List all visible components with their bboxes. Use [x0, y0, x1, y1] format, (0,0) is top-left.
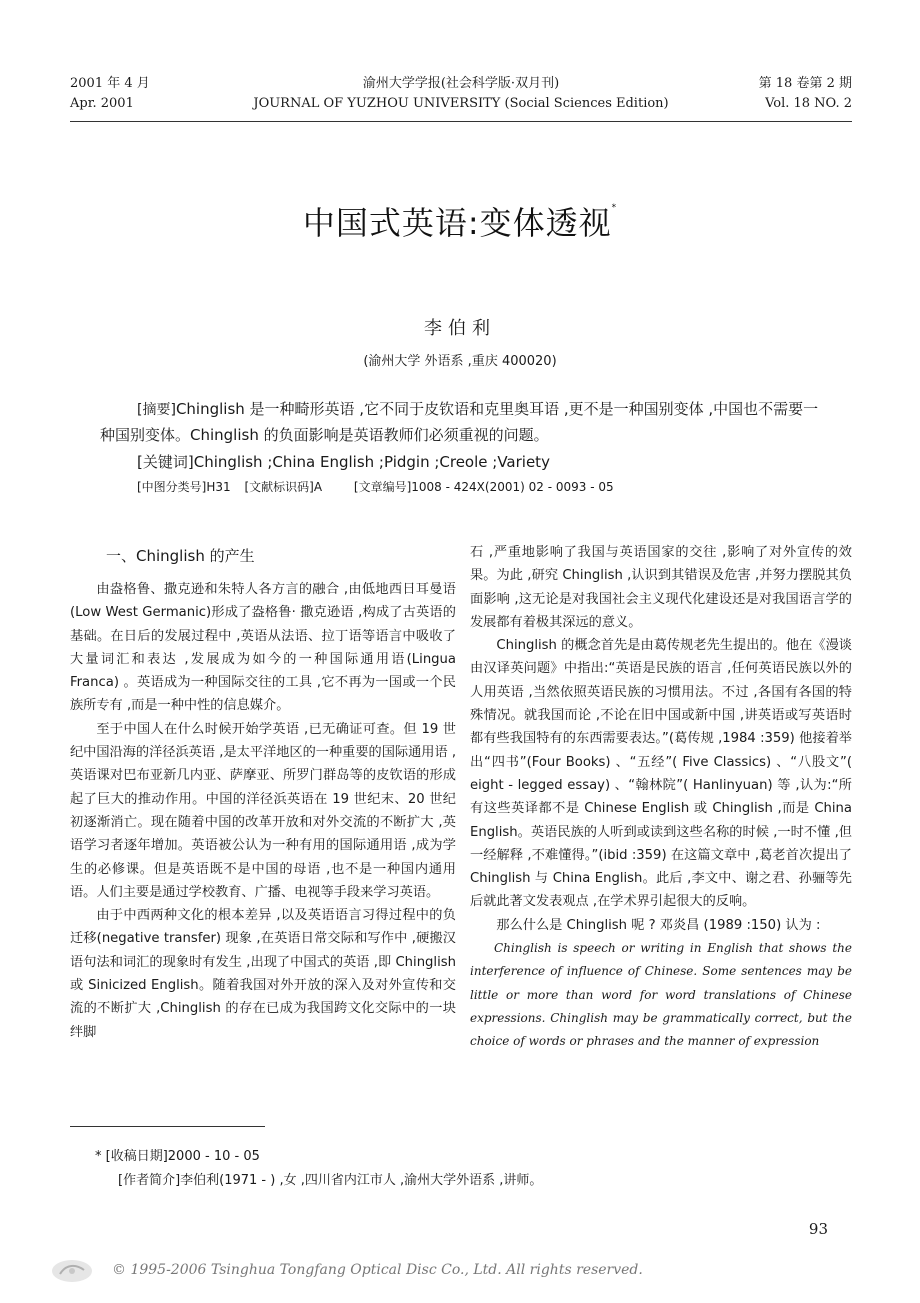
document-code: [文献标识码]A: [244, 480, 323, 494]
header-volume-en: Vol. 18 NO. 2: [765, 96, 852, 111]
left-column: [70, 578, 456, 1044]
abstract-text: Chinglish 是一种畸形英语 ,它不同于皮钦语和克里奥耳语 ,更不是一种国别变体 ,中国也不需要一种国别变体。Chinglish 的负面影响是英语教师们必须重视的问题。: [100, 400, 819, 444]
footnote-author-bio: [作者简介]李伯利(1971 - ) ,女 ,四川省内江市人 ,渝州大学外语系 ,讲师。: [118, 1173, 543, 1188]
header-date-cn: 2001 年 4 月: [70, 76, 150, 91]
paragraph: 那么什么是 Chinglish 呢 ? 邓炎昌 (1989 :150) 认为 :: [496, 917, 821, 933]
abstract: [100, 397, 820, 448]
keywords-text: Chinglish ;China English ;Pidgin ;Creole ;Variety: [193, 453, 550, 471]
article-title-text: 中国式英语:变体透视: [302, 204, 612, 242]
right-column: [470, 541, 852, 1054]
header-date-en: Apr. 2001: [70, 96, 134, 111]
header-journal-cn: 渝州大学学报(社会科学版·双月刊): [362, 76, 560, 91]
publisher-logo-icon: [50, 1258, 94, 1284]
article-number: [文章编号]1008 - 424X(2001) 02 - 0093 - 05: [353, 480, 614, 494]
header-volume-cn: 第 18 卷第 2 期: [758, 76, 852, 91]
header-journal-en: JOURNAL OF YUZHOU UNIVERSITY (Social Sciences Edition): [253, 96, 669, 111]
header-divider: [70, 121, 852, 122]
abstract-label: [摘要]: [137, 402, 176, 418]
classification-line: [137, 478, 624, 495]
paragraph: 石 ,严重地影响了我国与英语国家的交往 ,影响了对外宣传的效果。为此 ,研究 Chinglish ,认识到其错误及危害 ,并努力摆脱其负面影响 ,这无论是对我国社会主义现代化建设还是对我国语言学的发展都有着极其深远的意义。: [470, 545, 852, 630]
paragraph: 至于中国人在什么时候开始学英语 ,已无确证可查。但 19 世纪中国沿海的洋径浜英语 ,是太平洋地区的一种重要的国际通用语 ,英语课对巴布亚新几内亚、萨摩亚、所罗门群岛等的皮钦语的形成起了巨大的推动作用。中国的洋径浜英语在 19 世纪末、20 世纪初逐渐消亡。现在随着中国的改革开放和对外交流的不断扩大 ,英语学习者逐年增加。英语被公认为一种有用的国际通用语 ,成为学生的必修课。但是英语既不是中国的母语 ,也不是一种国内通用语。人们主要是通过学校教育、广播、电视等手段来学习英语。: [70, 721, 457, 900]
keywords-label: [关键词]: [137, 453, 194, 471]
section-heading: 一、Chinglish 的产生: [106, 547, 255, 565]
title-footnote-mark: *: [611, 203, 618, 214]
author-name: 李伯利: [424, 318, 496, 339]
english-quote: Chinglish is speech or writing in English that shows the interference of influence of Chinese. Some sentences may be little or more than word for word translations of Chinese expressions. Chinglish may be grammatically correct, but the choice of words or phrases and the manner of expression: [470, 941, 852, 1049]
paragraph: 由于中西两种文化的根本差异 ,以及英语语言习得过程中的负迁移(negative transfer) 现象 ,在英语日常交际和写作中 ,硬搬汉语句法和词汇的现象时有发生 ,出现了中国式的英语 ,即 Chinglish 或 Sinicized English。随着我国对外开放的深入及对外宣传和交流的不断扩大 ,Chinglish 的存在已成为我国跨文化交际中的一块绊脚: [70, 908, 456, 1040]
keywords: [137, 451, 550, 472]
footnote-divider: [70, 1126, 265, 1127]
author-affiliation: (渝州大学 外语系 ,重庆 400020): [363, 354, 557, 369]
clc-number: [中图分类号]H31: [137, 480, 231, 494]
paragraph: 由盎格鲁、撒克逊和朱特人各方言的融合 ,由低地西日耳曼语(Low West Germanic)形成了盎格鲁· 撒克逊语 ,构成了古英语的基础。在日后的发展过程中 ,英语从法语、拉丁语等语言中吸收了大量词汇和表达 ,发展成为如今的一种国际通用语(Lingua Franca) 。英语成为一种国际交往的工具 ,它不再为一国或一个民族所专有 ,而是一种中性的信息媒介。: [70, 582, 456, 714]
paragraph: Chinglish 的概念首先是由葛传规老先生提出的。他在《漫谈由汉译英问题》中指出:“英语是民族的语言 ,任何英语民族以外的人用英语 ,当然依照英语民族的习惯用法。不过 ,各国有各国的特殊情况。就我国而论 ,不论在旧中国或新中国 ,讲英语或写英语时都有些我国特有的东西需要表达。”(葛传规 ,1984 :359) 他接着举出“四书”(Four Books) 、“五经”( Five Classics) 、“八股文”( eight - legged essay) 、“翰林院”( Hanlinyuan) 等 ,认为:“所有这些英译都不是 Chinese English 或 Chinglish ,而是 China English。英语民族的人听到或读到这些名称的时候 ,一时不懂 ,但一经解释 ,不难懂得。”(ibid :359) 在这篇文章中 ,葛老首次提出了 Chinglish 与 China English。此后 ,李文中、谢之君、孙骊等先后就此著文发表观点 ,在学术界引起很大的反响。: [470, 638, 852, 910]
article-title: [0, 198, 920, 244]
page-number: 93: [808, 1220, 828, 1238]
copyright-notice: © 1995-2006 Tsinghua Tongfang Optical Disc Co., Ltd. All rights reserved.: [112, 1262, 643, 1278]
footnote-received: * [收稿日期]2000 - 10 - 05: [95, 1149, 260, 1164]
